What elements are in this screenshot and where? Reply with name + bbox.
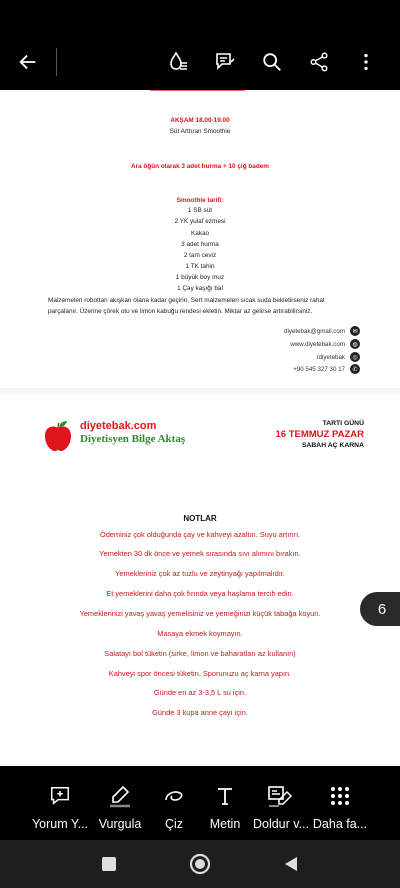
note-item: Günde 3 kupa anne çayı için. (152, 708, 248, 717)
home-icon[interactable] (188, 852, 212, 876)
ingredient: 1 Çay kaşığı bal (177, 285, 223, 292)
note-item: Günde en az 3-3,5 L su için. (153, 688, 247, 697)
note-item: Yemeklerinizi yavaş yavaş yemelisiniz ve yemeğinizi küçük tabağa koyun. (79, 609, 321, 618)
contact-instagram-text: /diyetebak (316, 353, 345, 361)
tool-label: Vurgula (98, 817, 142, 831)
cut-off-text (150, 90, 245, 91)
page-separator (0, 388, 400, 396)
note-item: Et yemeklerini daha çok fırında veya haşlama tercih edin. (106, 589, 294, 598)
globe-icon: ◍ (350, 339, 360, 349)
brand-site: diyetebak.com (80, 420, 157, 432)
annotation-toolbar (0, 766, 400, 840)
tool-label: Yorum Y... (31, 817, 89, 831)
tool-label: Çiz (164, 817, 184, 831)
note-item: Yemekleriniz çok az tuzlu ve zeytinyağı yapılmalıdır. (115, 569, 285, 578)
ingredient: 1 TK tahin (185, 263, 215, 270)
system-nav-bar (0, 840, 400, 888)
ingredient: 1 SB süt (187, 207, 213, 214)
ingredient: 2 YK yulaf ezmesi (174, 218, 226, 225)
snack-text: Ara öğün olarak 3 adet hurma + 10 çiğ badem (131, 163, 269, 170)
pdf-page-6 (0, 396, 400, 766)
add-comment-icon (49, 783, 71, 809)
note-item: Kahveyi spor öncesi tüketin. Sporunuzu aç karna yapın. (108, 669, 292, 678)
recipe-title: Smoothie tarifi: (176, 197, 224, 204)
contact-website (290, 339, 360, 349)
more-vertical-icon[interactable] (350, 46, 382, 78)
share-icon[interactable] (303, 46, 335, 78)
apple-logo-icon (38, 416, 78, 456)
contact-phone-text: +90 545 327 30 17 (293, 365, 345, 373)
meal-item: Süt Arttıran Smoothie (169, 128, 231, 135)
whatsapp-icon: ✆ (350, 364, 360, 374)
arrow-left-icon[interactable] (12, 46, 44, 78)
pdf-page-5 (0, 90, 400, 388)
tool-label: Daha fa... (312, 817, 368, 831)
brand-name: Diyetisyen Bilge Aktaş (80, 433, 186, 445)
tool-text[interactable] (200, 766, 250, 840)
more-tools-icon (329, 783, 351, 809)
back-icon[interactable] (279, 852, 303, 876)
tool-label: Doldur v... (252, 817, 310, 831)
ingredient: 3 adet hurma (181, 241, 219, 248)
highlighter-icon (107, 783, 133, 809)
top-toolbar (0, 34, 400, 90)
document-viewer[interactable] (0, 90, 400, 766)
liquid-mode-icon[interactable] (162, 46, 194, 78)
recents-icon[interactable] (97, 852, 121, 876)
ingredient: 2 tam ceviz (183, 252, 217, 259)
search-icon[interactable] (256, 46, 288, 78)
tool-highlight[interactable] (92, 766, 148, 840)
fill-sign-icon (267, 783, 295, 809)
tool-label: Metin (209, 817, 241, 831)
page-number-badge[interactable]: 6 (360, 592, 400, 626)
contact-instagram (317, 352, 360, 362)
ingredient: 1 büyük boy muz (175, 274, 225, 281)
contact-email (284, 326, 360, 336)
toolbar-divider (56, 48, 57, 76)
text-icon (215, 783, 235, 809)
contact-phone (293, 364, 360, 374)
status-bar (0, 0, 400, 34)
note-item: Salatayı bol tüketin (sirke, limon ve baharatları az kullanın) (104, 649, 296, 658)
fasting-note: SABAH AÇ KARNA (301, 442, 364, 449)
note-item: Masaya ekmek koymayın. (157, 629, 243, 638)
tool-add-comment[interactable] (28, 766, 92, 840)
mail-icon: ✉ (350, 326, 360, 336)
note-item: Yemekten 30 dk önce ve yemek sırasında sıvı alımını bırakın. (99, 549, 301, 558)
tool-draw[interactable] (148, 766, 200, 840)
note-item: Ödeminiz çok olduğunda çay ve kahveyi azaltın. Suyu artırın. (99, 530, 301, 539)
comment-icon[interactable] (209, 46, 241, 78)
tool-more[interactable] (312, 766, 368, 840)
draw-icon (162, 783, 186, 809)
instructions-text: Malzemeleri robottan akışkan olana kadar geçirin. Sert malzemeleri sıcak suda bekletirseniz rahat parçalanır. Üzerine çörek otu ve limon kabuğu rendesi ekletin. Miktar az gelirse artırabilirsiniz. (48, 297, 325, 315)
notes-title: NOTLAR (183, 514, 217, 523)
ingredient: Kakao (190, 230, 210, 237)
contact-email-text: diyetebak@gmail.com (284, 327, 345, 335)
contact-website-text: www.diyetebak.com (290, 340, 345, 348)
weigh-date: 16 TEMMUZ PAZAR (275, 429, 364, 440)
meal-title: AKŞAM 18.00-19.00 (170, 117, 230, 124)
instagram-icon: ◎ (350, 352, 360, 362)
tool-fill-sign[interactable] (250, 766, 312, 840)
weigh-day-label: TARTI GÜNÜ (322, 420, 364, 427)
